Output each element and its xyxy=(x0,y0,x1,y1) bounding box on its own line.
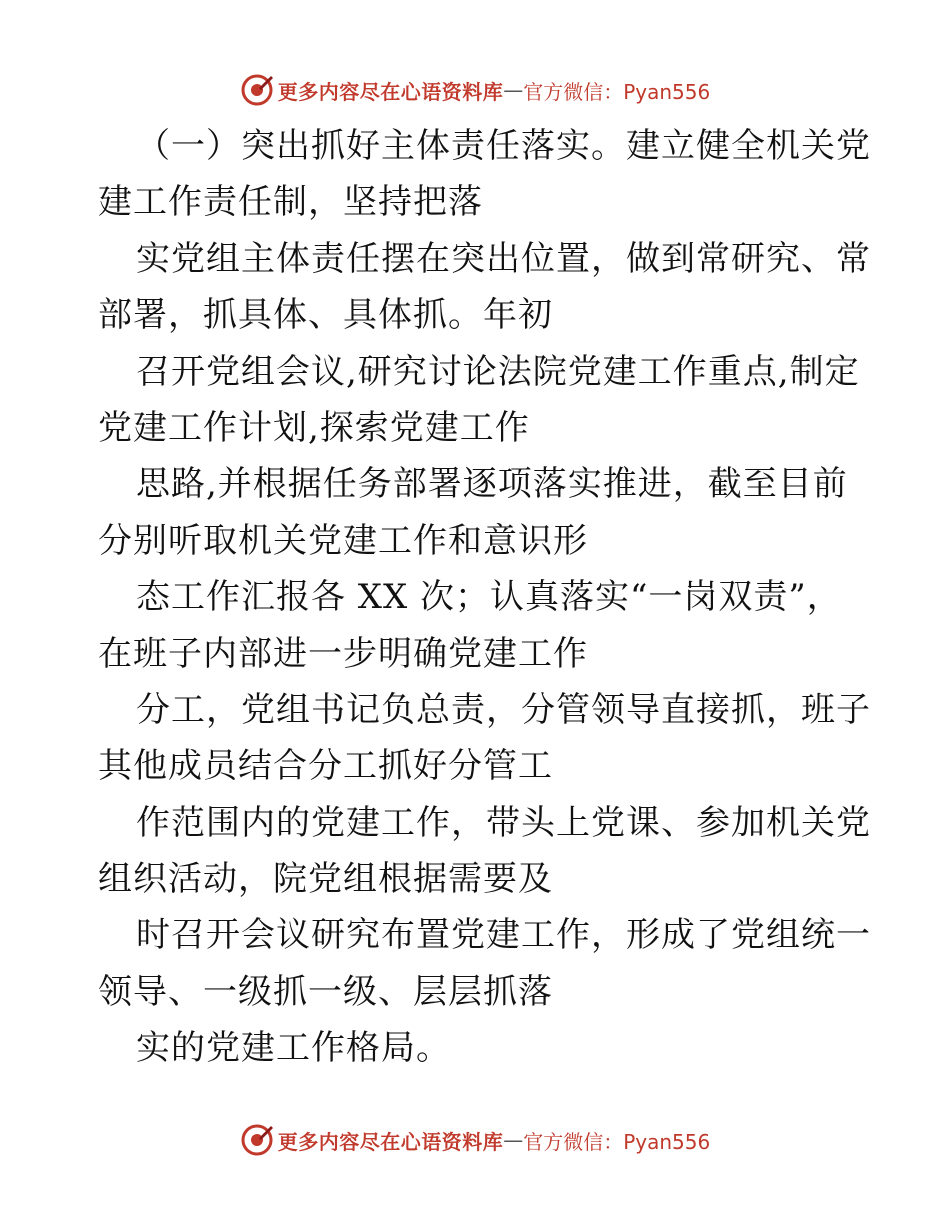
body-line: 在班子内部进一步明确党建工作 xyxy=(98,633,588,674)
watermark-wechat: 官方微信：Pyan556 xyxy=(523,1129,711,1154)
brand-logo-icon xyxy=(240,1123,274,1157)
body-line: 时召开会议研究布置党建工作，形成了党组统一 xyxy=(136,915,871,956)
watermark-title: 更多内容尽在心语资料库 xyxy=(277,79,504,104)
body-line: 态工作汇报各 XX 次；认真落实“一岗双责”， xyxy=(136,577,842,618)
body-line: 分别听取机关党建工作和意识形 xyxy=(98,520,588,561)
body-line: （一）突出抓好主体责任落实。建立健全机关党 xyxy=(136,126,871,166)
body-line: 部署，抓具体、具体抓。年初 xyxy=(98,295,553,336)
body-line: 领导、一级抓一级、层层抓落 xyxy=(98,971,553,1012)
watermark-title: 更多内容尽在心语资料库 xyxy=(277,1129,504,1154)
body-line: 组织活动，院党组根据需要及 xyxy=(98,859,553,900)
brand-logo-icon xyxy=(240,73,274,107)
body-line: 召开党组会议,研究讨论法院党建工作重点,制定 xyxy=(136,351,860,392)
body-line: 分工，党组书记负总责，分管领导直接抓，班子 xyxy=(136,689,871,730)
body-line: 思路,并根据任务部署逐项落实推进，截至目前 xyxy=(136,464,848,505)
document-body xyxy=(98,118,871,1077)
watermark-wechat: 官方微信：Pyan556 xyxy=(523,79,711,104)
body-line: 实的党建工作格局。 xyxy=(136,1028,451,1069)
header-watermark xyxy=(0,70,950,110)
watermark-separator: — xyxy=(503,1128,524,1152)
body-line: 作范围内的党建工作，带头上党课、参加机关党 xyxy=(136,802,871,843)
body-line: 实党组主体责任摆在突出位置，做到常研究、常 xyxy=(136,238,871,279)
body-line: 党建工作计划,探索党建工作 xyxy=(98,407,530,448)
body-line: 建工作责任制，坚持把落 xyxy=(98,182,483,223)
watermark-separator: — xyxy=(503,78,524,102)
body-line: 其他成员结合分工抓好分管工 xyxy=(98,746,553,787)
footer-watermark xyxy=(0,1120,950,1160)
